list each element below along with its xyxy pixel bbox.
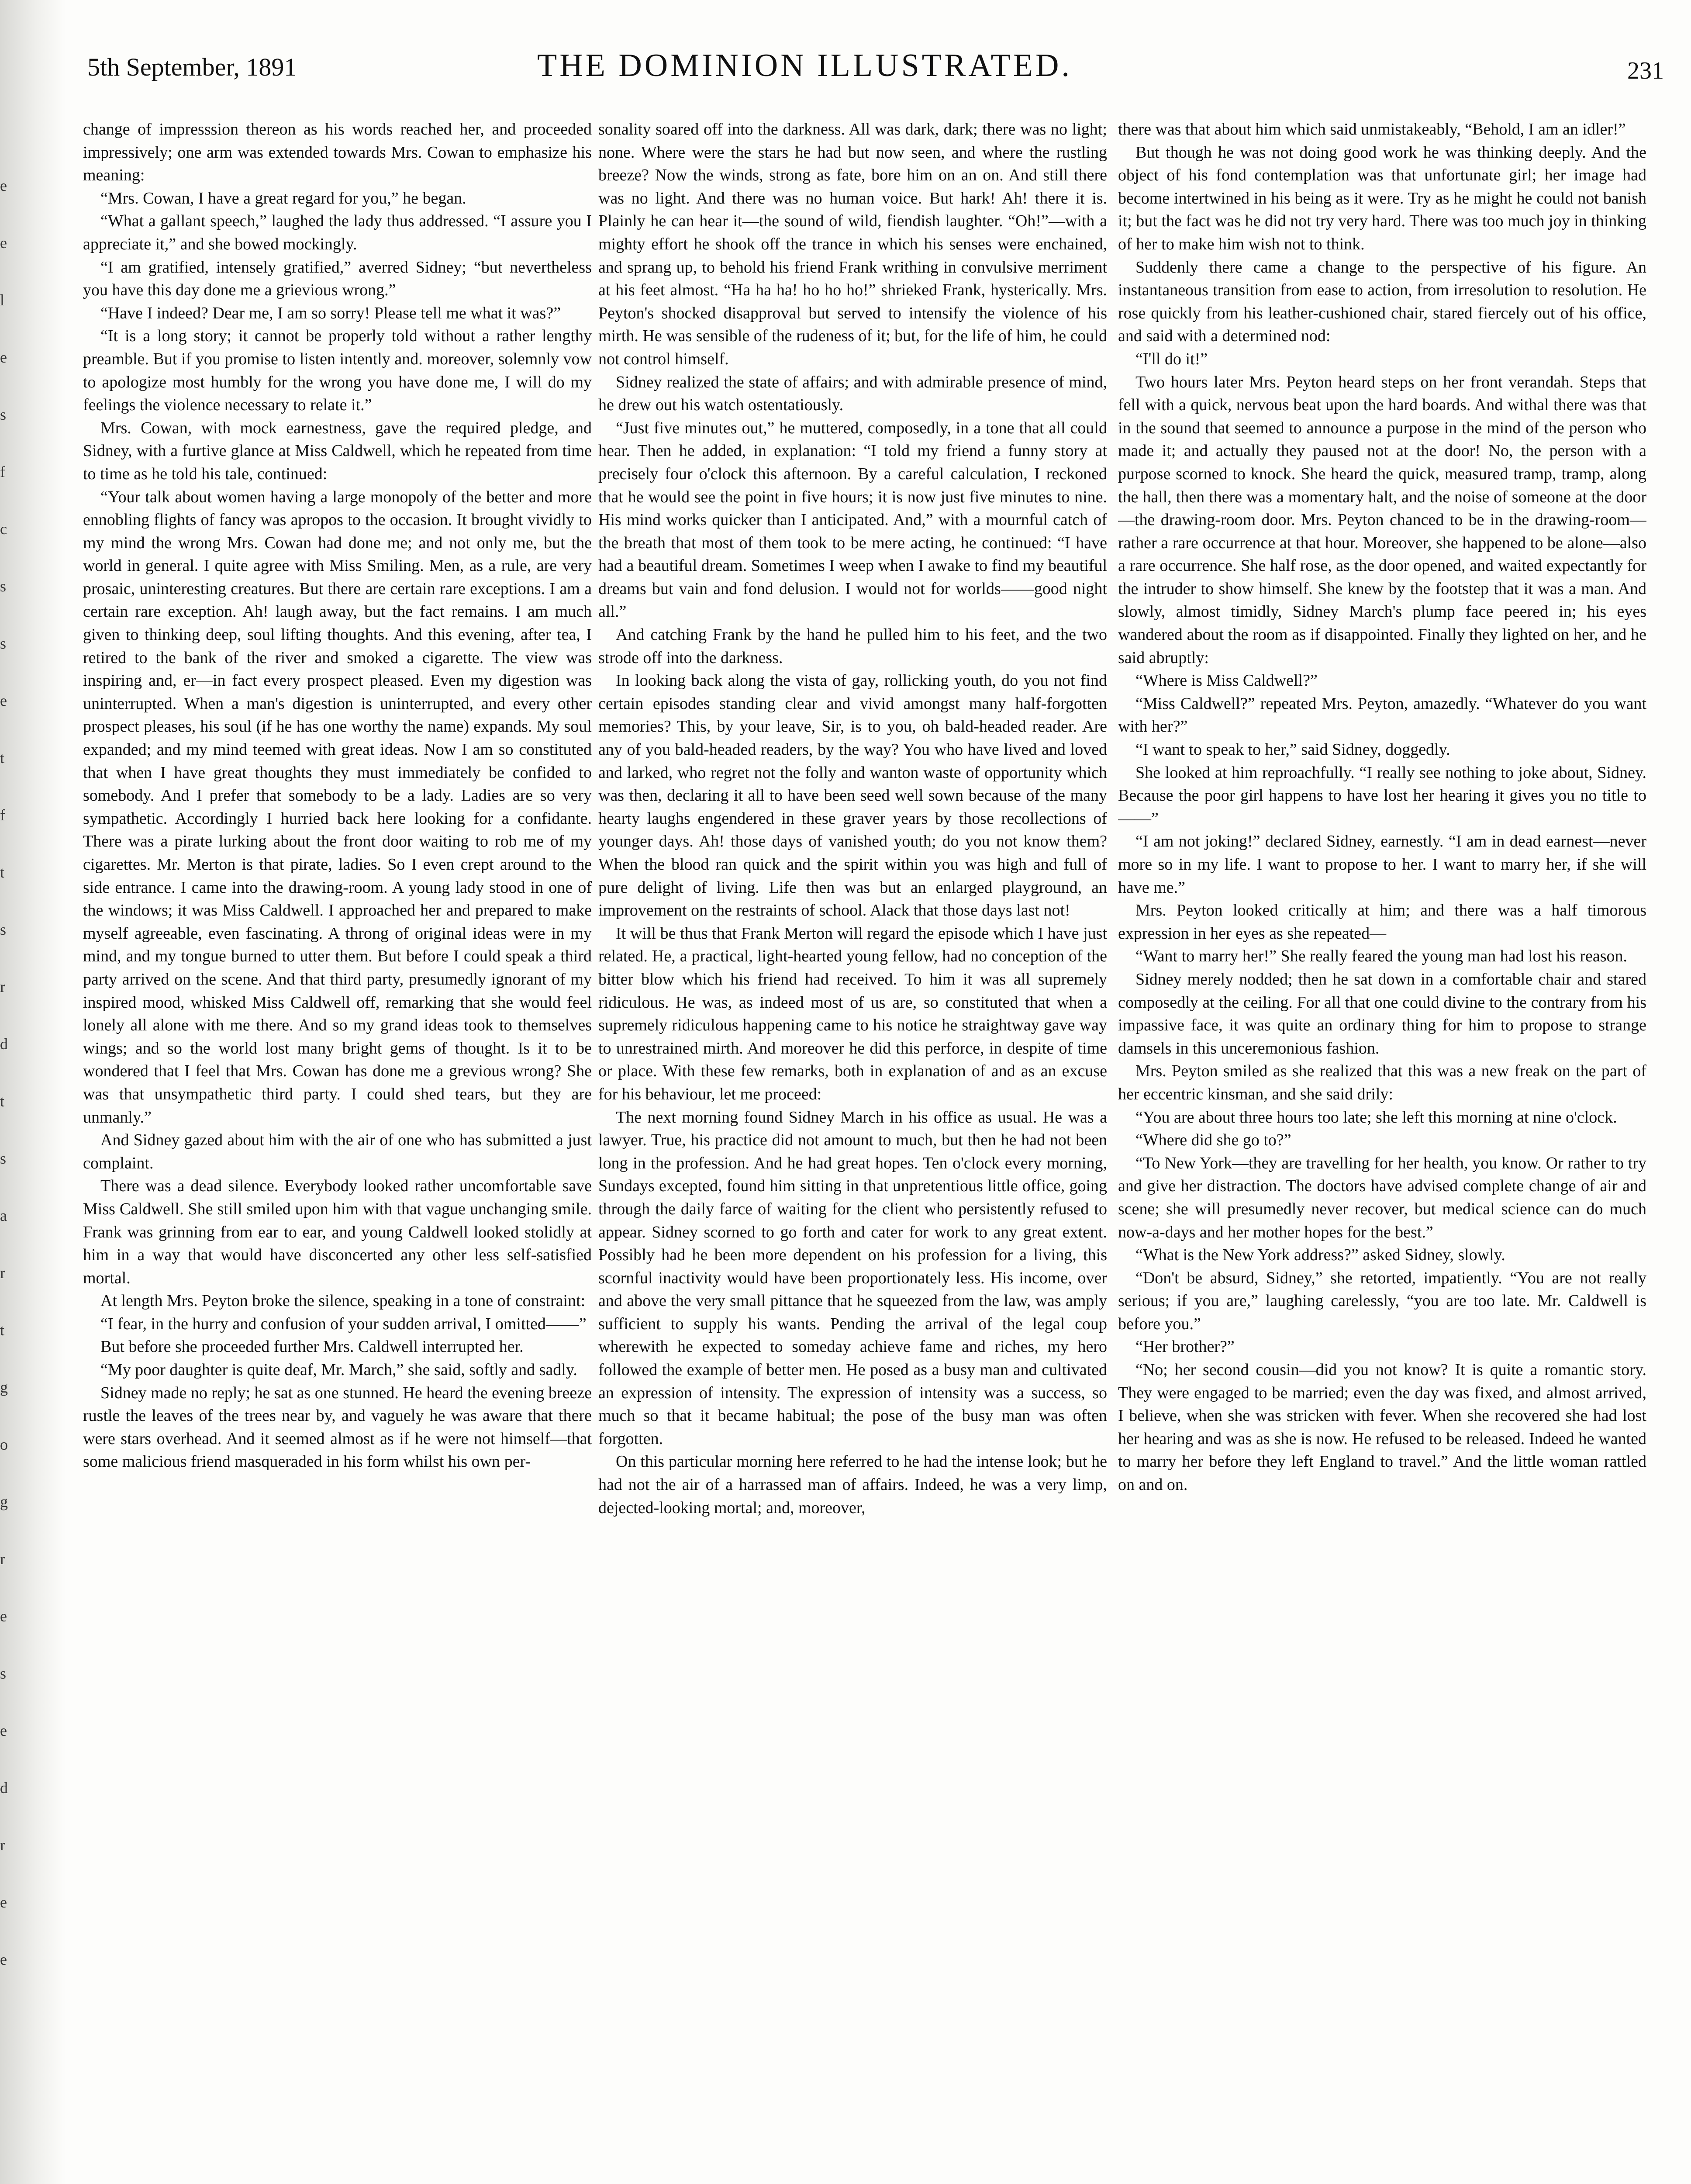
margin-letter: e xyxy=(0,1722,7,1739)
paragraph: “What a gallant speech,” laughed the lady thus addressed. “I assure you I appreciate it,” and she bowed mockingly. xyxy=(83,212,592,253)
paragraph: Sidney merely nodded; then he sat down in a comfortable chair and stared composedly at the ceiling. For all that one could divine to the contrary from his impassive face, it was quite an ordinary thing for him to propose to strange damsels in this unceremonious fashion. xyxy=(1118,970,1646,1057)
paragraph: “You are about three hours too late; she left this morning at nine o'clock. xyxy=(1135,1108,1617,1127)
paragraph: “It is a long story; it cannot be properly told without a rather lengthy preamble. But if you promise to listen intently and. moreover, solemnly vow to apologize most humbly for the wrong you have done me, I will do my feelings the violence necessary to relate it.” xyxy=(83,327,592,415)
text-column-2 xyxy=(598,118,1107,2184)
paragraph: Sidney realized the state of affairs; and with admirable presence of mind, he drew out his watch ostentatiously. xyxy=(598,373,1107,415)
margin-letter: t xyxy=(0,1092,5,1110)
paragraph: “To New York—they are travelling for her health, you know. Or rather to try and give her distraction. The doctors have advised complete change of air and scene; she will presumedly never recover, but medical science can do much now-a-days and her mother hopes for the best.” xyxy=(1118,1154,1646,1241)
paragraph: “My poor daughter is quite deaf, Mr. March,” she said, softly and sadly. xyxy=(100,1361,577,1379)
margin-letter: g xyxy=(0,1493,8,1510)
paragraph: “What is the New York address?” asked Sidney, slowly. xyxy=(1135,1246,1505,1265)
paragraph: In looking back along the vista of gay, rollicking youth, do you not find certain episodes standing clear and vivid amongst many half-forgotten memories? This, by your leave, Sir, is to you, oh bald-headed reader. Are any of you bald-headed readers, by the way? You who have lived and loved and larked, who regret not the folly and wanton waste of opportunity which was then, declaring it all to have been seed well sown because of the many hearty laughs engendered in these graver years by those recollections of younger days. Ah! those days of vanished youth; do you not know them? When the blood ran quick and the spirit within you was high and full of pure delight of living. Life then was but an enlarged playground, an improvement on the restraints of school. Alack that those days last not! xyxy=(598,671,1107,920)
margin-letter: f xyxy=(0,463,5,480)
paragraph: there was that about him which said unmistakeably, “Behold, I am an idler!” xyxy=(1118,120,1626,138)
margin-letter: e xyxy=(0,1951,7,1968)
paragraph: “I want to speak to her,” said Sidney, doggedly. xyxy=(1135,740,1450,759)
margin-letter: s xyxy=(0,577,7,595)
paragraph: And catching Frank by the hand he pulled him to his feet, and the two strode off into the darkness. xyxy=(598,625,1107,667)
paragraph: “Don't be absurd, Sidney,” she retorted, impatiently. “You are not really serious; if you are,” laughing carelessly, “you are too late. Mr. Caldwell is before you.” xyxy=(1118,1268,1646,1333)
paragraph: But though he was not doing good work he was thinking deeply. And the object of his fond contemplation was that unfortunate girl; her image had become intertwined in his being as it were. Try as he might he could not banish it; but the fact was he did not try very hard. There was too much joy in thinking of her to make him wish not to think. xyxy=(1118,143,1646,253)
margin-letter: r xyxy=(0,978,5,995)
paragraph: Sidney made no reply; he sat as one stunned. He heard the evening breeze rustle the leaves of the trees near by, and vaguely he was aware that there were stars overhead. And it seemed almost as if he were not himself—that some malicious friend masqueraded in his form whilst his own per- xyxy=(83,1383,592,1471)
margin-letter: c xyxy=(0,520,7,538)
paragraph: “Miss Caldwell?” repeated Mrs. Peyton, amazedly. “Whatever do you want with her?” xyxy=(1118,694,1646,736)
paragraph: “Want to marry her!” She really feared the young man had lost his reason. xyxy=(1135,947,1627,966)
paragraph: She looked at him reproachfully. “I really see nothing to joke about, Sidney. Because the poor girl happens to have lost her hearing it gives you no title to——” xyxy=(1118,763,1646,828)
paragraph: “Have I indeed? Dear me, I am so sorry! Please tell me what it was?” xyxy=(100,304,561,322)
paragraph: sonality soared off into the darkness. All was dark, dark; there was no light; none. Where were the stars he had but now seen, and where the rustling breeze? Now the winds, strong as fate, bore him on an on. And still there was no light. And there was no human voice. But hark! Ah! there it is. Plainly he can hear it—the sound of wild, fiendish laughter. “Oh!”—with a mighty effort he shook off the trance in which his senses were enchained, and sprang up, to behold his friend Frank writhing in convulsive merriment at his feet almost. “Ha ha ha! ho ho ho!” shrieked Frank, hysterically. Mrs. Peyton's shocked disapproval but served to intensify the violence of his mirth. He was sensible of the rudeness of it; but, for the life of him, he could not control himself. xyxy=(598,120,1107,368)
publication-title: THE DOMINION ILLUSTRATED. xyxy=(537,48,1072,83)
paragraph: “I'll do it!” xyxy=(1135,349,1208,368)
paragraph: Mrs. Cowan, with mock earnestness, gave the required pledge, and Sidney, with a furtive glance at Miss Caldwell, which he repeated from time to time as he told his tale, continued: xyxy=(83,418,592,483)
paragraph: On this particular morning here referred to he had the intense look; but he had not the air of a harrassed man of affairs. Indeed, he was a very limp, dejected-looking mortal; and, moreover, xyxy=(598,1452,1107,1517)
margin-letter: e xyxy=(0,692,7,709)
margin-letter: s xyxy=(0,921,7,938)
paragraph: “I am not joking!” declared Sidney, earnestly. “I am in dead earnest—never more so in my life. I want to propose to her. I want to marry her, if she will have me.” xyxy=(1118,832,1646,897)
paragraph: There was a dead silence. Everybody looked rather uncomfortable save Miss Caldwell. She still smiled upon him with that vague unchanging smile. Frank was grinning from ear to ear, and young Caldwell looked stolidly at him in a way that would have disconcerted any other less self-satisfied mortal. xyxy=(83,1177,592,1287)
paragraph: “Where did she go to?” xyxy=(1135,1131,1291,1150)
margin-letter: r xyxy=(0,1836,5,1854)
paragraph: And Sidney gazed about him with the air of one who has submitted a just complaint. xyxy=(83,1131,592,1172)
margin-letter: e xyxy=(0,1894,7,1911)
paragraph: It will be thus that Frank Merton will regard the episode which I have just related. He, a practical, light-hearted young fellow, had no conception of the bitter blow which his friend had received. To him it was all supremely ridiculous. He was, as indeed most of us are, so constituted that when a supremely ridiculous happening came to his notice he straightway gave way to unrestrained mirth. And moreover he did this perforce, in despite of time or place. With these few remarks, both in explanation of and as an excuse for his behaviour, let me proceed: xyxy=(598,924,1107,1103)
margin-letter: s xyxy=(0,1150,7,1167)
margin-letter: r xyxy=(0,1264,5,1282)
previous-page-margin-fragments xyxy=(0,157,13,1988)
paragraph: “Just five minutes out,” he muttered, composedly, in a tone that all could hear. Then he added, in explanation: “I told my friend a funny story at precisely four o'clock this afternoon. By a careful calculation, I reckoned that he would see the point in five hours; it is now just five minutes to nine. His mind works quicker than I anticipated. And,” with a mournful catch of the breath that most of them took to be mere acting, he continued: “I have had a beautiful dream. Sometimes I weep when I awake to find my beautiful dreams but vain and fond delusion. I would not for worlds——good night all.” xyxy=(598,418,1107,621)
margin-letter: d xyxy=(0,1779,8,1797)
paragraph: Mrs. Peyton smiled as she realized that this was a new freak on the part of her eccentric kinsman, and she said drily: xyxy=(1118,1062,1646,1103)
paragraph: But before she proceeded further Mrs. Caldwell interrupted her. xyxy=(100,1337,524,1356)
margin-letter: l xyxy=(0,291,5,309)
paragraph: “I fear, in the hurry and confusion of your sudden arrival, I omitted——” xyxy=(100,1314,587,1333)
paragraph: “Mrs. Cowan, I have a great regard for you,” he began. xyxy=(100,189,466,207)
margin-letter: o xyxy=(0,1436,8,1453)
running-header xyxy=(48,48,1664,105)
paragraph: Mrs. Peyton looked critically at him; and there was a half timorous expression in her eyes as she repeated— xyxy=(1118,901,1646,943)
margin-letter: d xyxy=(0,1035,8,1053)
margin-letter: e xyxy=(0,1607,7,1625)
margin-letter: e xyxy=(0,234,7,252)
margin-letter: e xyxy=(0,177,7,194)
margin-letter: a xyxy=(0,1207,7,1224)
margin-letter: t xyxy=(0,1321,5,1339)
paragraph: Suddenly there came a change to the perspective of his figure. An instantaneous transition from ease to action, from irresolution to resolution. He rose quickly from his leather-cushioned chair, stared fiercely out of his office, and said with a determined nod: xyxy=(1118,258,1646,346)
text-column-1 xyxy=(83,118,592,2184)
paragraph: At length Mrs. Peyton broke the silence, speaking in a tone of constraint: xyxy=(100,1292,586,1310)
issue-date: 5th September, 1891 xyxy=(87,53,297,81)
margin-letter: s xyxy=(0,406,7,423)
margin-letter: s xyxy=(0,635,7,652)
paragraph: Two hours later Mrs. Peyton heard steps on her front verandah. Steps that fell with a quick, nervous beat upon the hard boards. And withal there was that in the sound that seemed to announce a purpose in the mind of the person who made it; and actually they paused not at the door! No, the person with a purpose scorned to knock. She heard the quick, measured tramp, tramp, along the hall, then there was a momentary halt, and the noise of someone at the door—the drawing-room door. Mrs. Peyton chanced to be in the drawing-room—rather a rare occurrence at that hour. Moreover, she happened to be alone—also a rare occurrence. She half rose, as the door opened, and waited expectantly for the intruder to show himself. She knew by the footstep that it was a man. And slowly, almost timidly, Sidney March's plump face peered in; his eyes wandered about the room as if disappointed. Finally they lighted on her, and he said abruptly: xyxy=(1118,373,1646,667)
margin-letter: e xyxy=(0,349,7,366)
paragraph: change of impresssion thereon as his words reached her, and proceeded impressively; one arm was extended towards Mrs. Cowan to emphasize his meaning: xyxy=(83,120,592,185)
paragraph: “Her brother?” xyxy=(1135,1337,1235,1356)
paragraph: “No; her second cousin—did you not know? It is quite a romantic story. They were engaged to be married; even the day was fixed, and almost arrived, I believe, when she was stricken with fever. When she recovered she had lost her hearing and was as she is now. He refused to be released. Indeed he wanted to marry her before they left England to travel.” And the little woman rattled on and on. xyxy=(1118,1361,1646,1494)
page-number: 231 xyxy=(1627,57,1664,84)
margin-letter: s xyxy=(0,1665,7,1682)
margin-letter: r xyxy=(0,1550,5,1568)
margin-letter: f xyxy=(0,806,5,824)
paragraph: “Your talk about women having a large monopoly of the better and more ennobling flights of fancy was apropos to the occasion. It brought vividly to my mind the wrong Mrs. Cowan had done me; and not only me, but the world in general. I quite agree with Miss Smiling. Men, as a rule, are very prosaic, uninteresting creatures. But there are certain rare exceptions. I am a certain rare exception. Ah! laugh away, but the fact remains. I am much given to thinking deep, soul lifting thoughts. And this evening, after tea, I retired to the bank of the river and smoked a cigarette. The view was inspiring and, er—in fact every prospect pleased. Even my digestion was uninterrupted. When a man's digestion is uninterrupted, and every other prospect pleases, his soul (if he has one worthy the name) expands. My soul expanded; and my mind teemed with great ideas. Now I am so constituted that when I have great thoughts they must immediately be confided to somebody. And I prefer that somebody to be a lady. Ladies are so very sympathetic. Accordingly I hurried back here looking for a confidante. There was a pirate lurking about the front door waiting to rob me of my cigarettes. Mr. Merton is that pirate, ladies. So I even crept around to the side entrance. I came into the drawing-room. A young lady stood in one of the windows; it was Miss Caldwell. I approached her and prepared to make myself agreeable, even fascinating. A throng of original ideas were in my mind, and my tongue burned to utter them. But before I could speak a third party arrived on the scene. And that third party, presumedly ignorant of my inspired mood, whisked Miss Caldwell off, remarking that she would feel lonely all alone with me there. And so my grand ideas took to themselves wings; and so the world lost many bright gems of thought. Is it to be wondered that I feel that Mrs. Cowan has done me a grevious wrong? She was that unsympathetic third party. I could shed tears, but they are unmanly.” xyxy=(83,487,592,1127)
margin-letter: g xyxy=(0,1379,8,1396)
paragraph: The next morning found Sidney March in his office as usual. He was a lawyer. True, his practice did not amount to much, but then he had not been long in the profession. And he had great hopes. Ten o'clock every morning, Sundays excepted, found him sitting in that unpretentious little office, going through the daily farce of waiting for the client who persistently refused to appear. Sidney scorned to go forth and cater for work to any great extent. Possibly had he been more dependent on his profession for a living, this scornful inactivity would have been proportionately less. His income, over and above the very small pittance that he squeezed from the law, was amply sufficient to supply his wants. Pending the arrival of the legal coup wherewith he expected to someday achieve fame and riches, my hero followed the example of better men. He posed as a busy man and cultivated an expression of intensity. The expression of intensity was a success, so much so that it became habitual; the pose of the busy man was often forgotten. xyxy=(598,1108,1107,1448)
text-column-3 xyxy=(1118,118,1646,2184)
margin-letter: t xyxy=(0,749,5,767)
paragraph: “I am gratified, intensely gratified,” averred Sidney; “but nevertheless you have this day done me a grievious wrong.” xyxy=(83,258,592,300)
paragraph: “Where is Miss Caldwell?” xyxy=(1135,671,1318,690)
margin-letter: t xyxy=(0,864,5,881)
